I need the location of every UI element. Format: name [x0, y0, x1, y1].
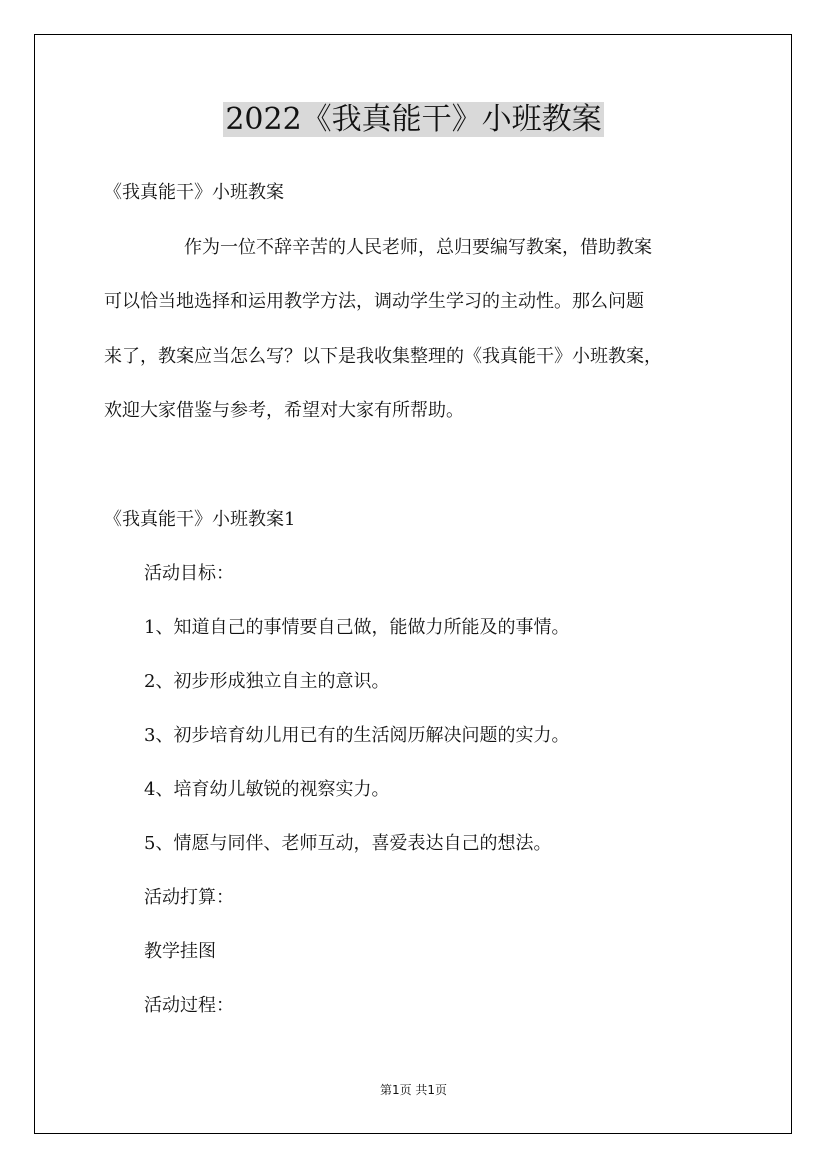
page-footer: 第1页 共1页 [379, 1083, 448, 1097]
intro-line-3: 来了，教案应当怎么写？以下是我收集整理的《我真能干》小班教案， [104, 346, 662, 367]
document-subtitle: 《我真能干》小班教案 [104, 182, 284, 203]
goals-heading: 活动目标： [144, 563, 234, 584]
process-heading: 活动过程： [144, 995, 234, 1016]
prep-heading: 活动打算： [144, 887, 234, 908]
goal-item-3: 3、初步培育幼儿用已有的生活阅历解决问题的实力。 [144, 725, 570, 746]
prep-item: 教学挂图 [144, 941, 216, 962]
intro-line-1: 作为一位不辞辛苦的人民老师，总归要编写教案，借助教案 [184, 237, 652, 258]
goal-item-2: 2、初步形成独立自主的意识。 [144, 671, 390, 692]
goal-item-1: 1、知道自己的事情要自己做，能做力所能及的事情。 [144, 617, 570, 638]
intro-line-4: 欢迎大家借鉴与参考，希望对大家有所帮助。 [104, 400, 464, 421]
document-title: 2022《我真能干》小班教案 [225, 102, 602, 137]
intro-line-2: 可以恰当地选择和运用教学方法，调动学生学习的主动性。那么问题 [104, 291, 644, 312]
section-heading: 《我真能干》小班教案1 [104, 509, 296, 530]
goal-item-4: 4、培育幼儿敏锐的视察实力。 [144, 779, 390, 800]
goal-item-5: 5、情愿与同伴、老师互动，喜爱表达自己的想法。 [144, 833, 552, 854]
